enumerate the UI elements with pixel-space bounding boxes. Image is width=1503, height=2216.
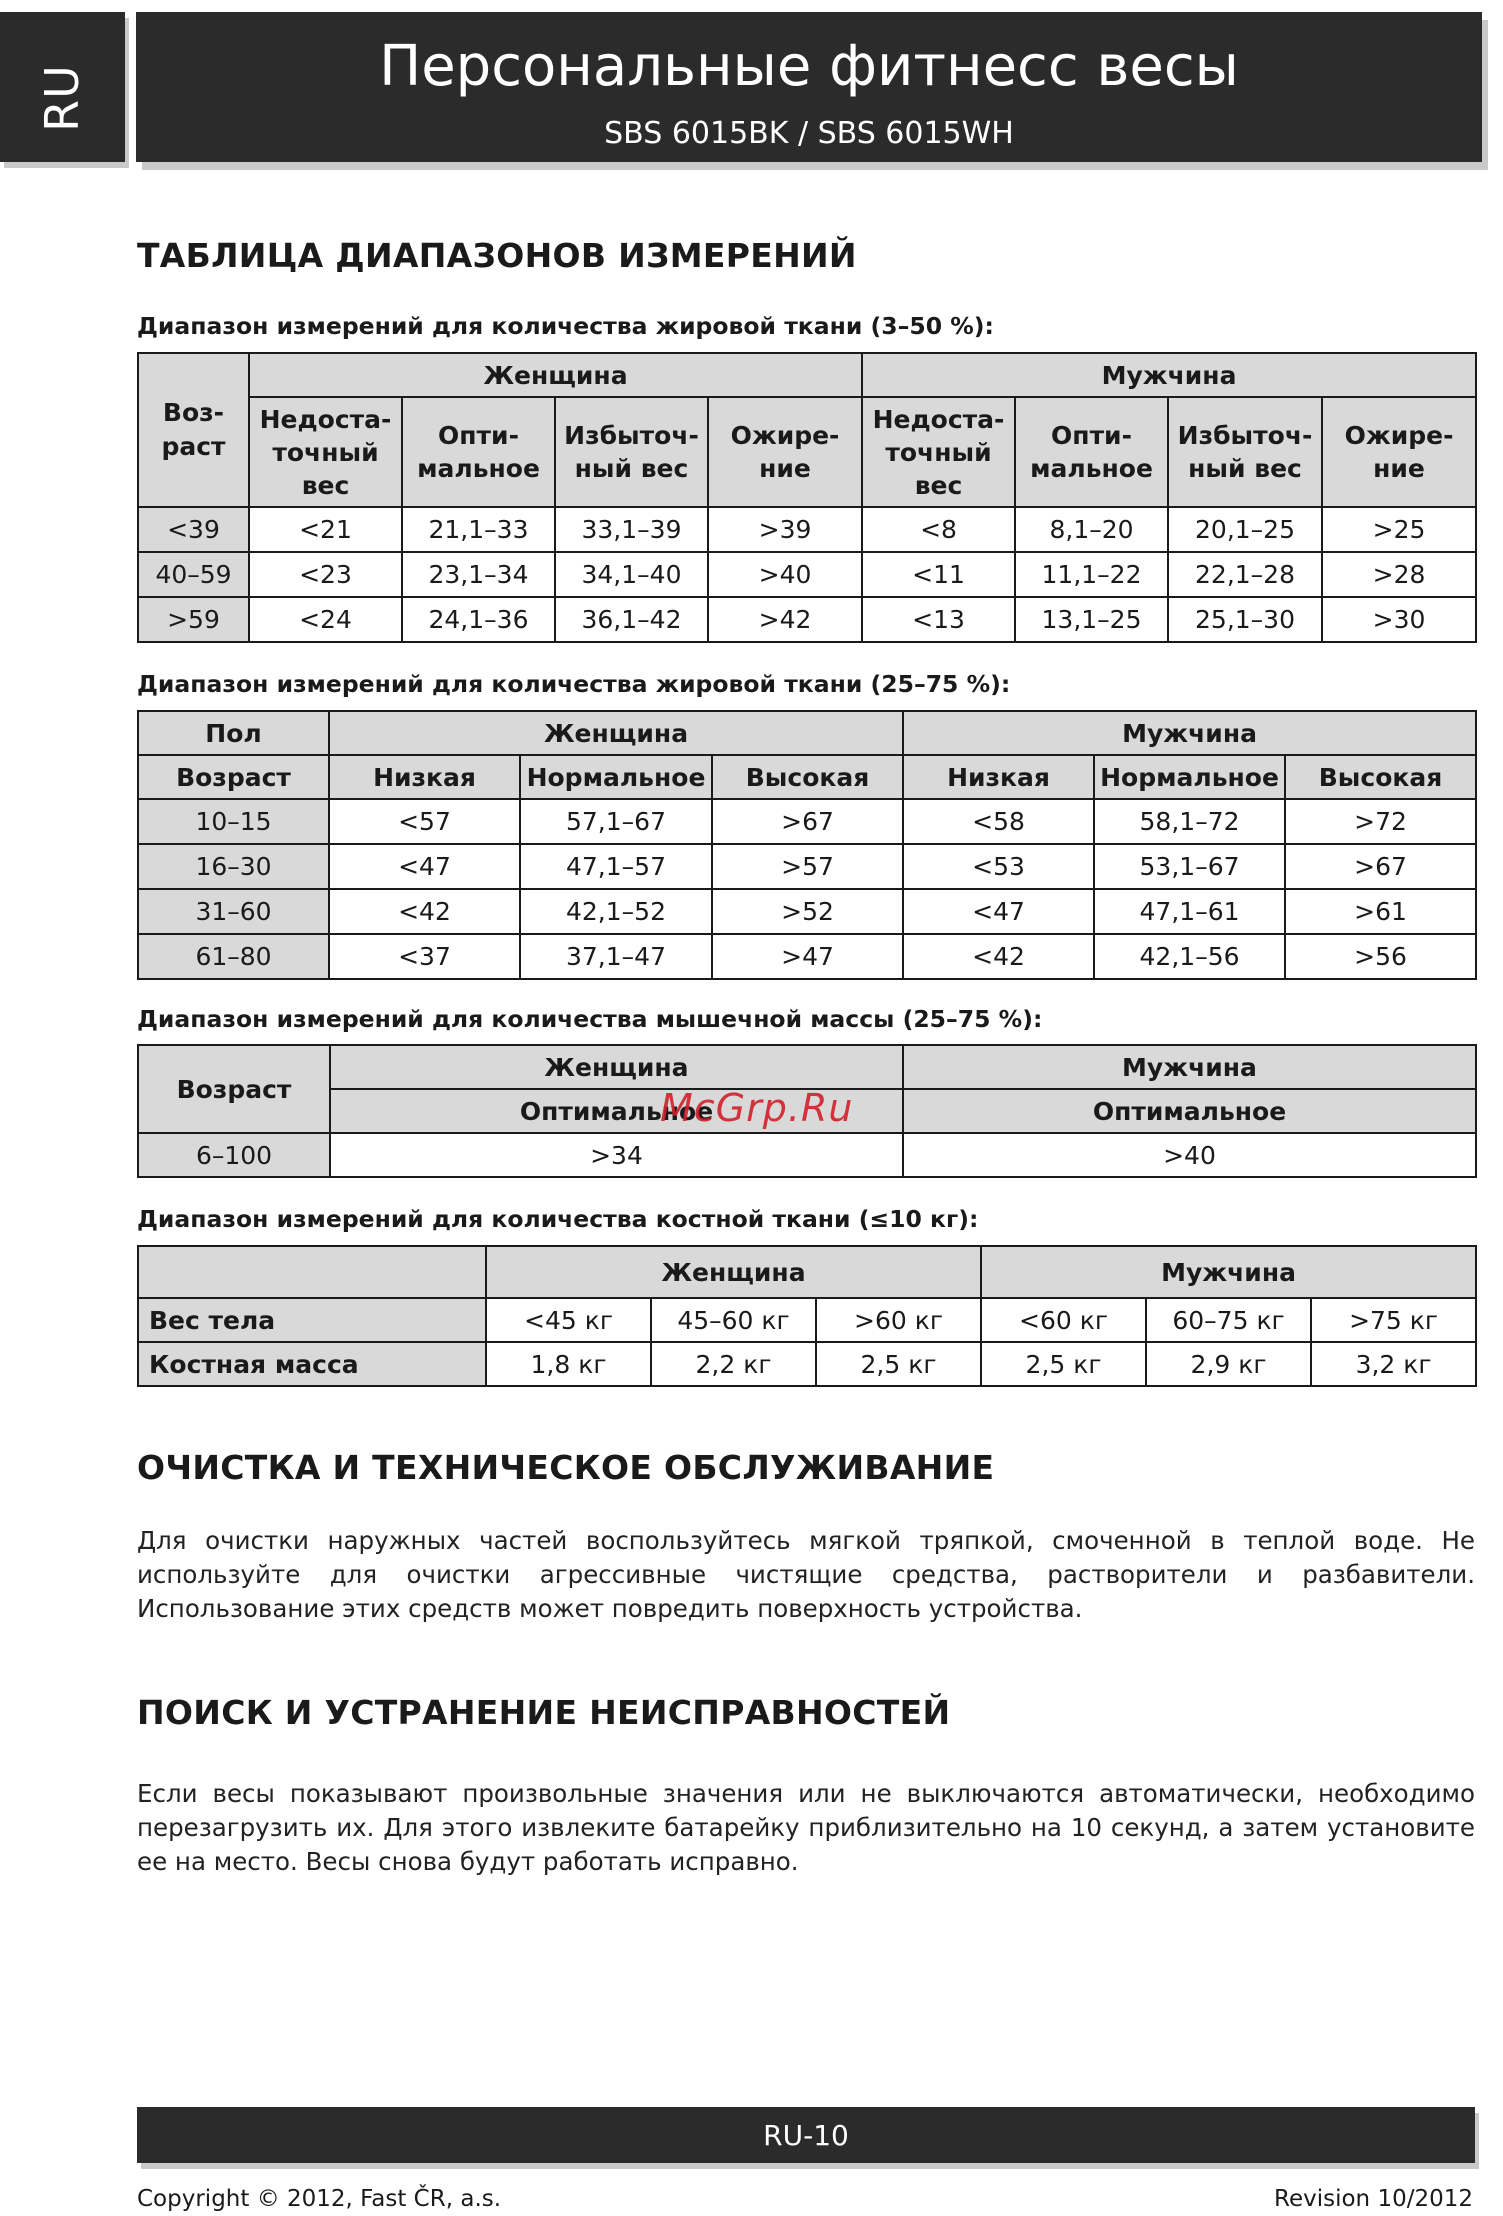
col-low: Низкая xyxy=(903,755,1094,799)
age-header: Воз- раст xyxy=(138,353,249,507)
table-cell: >40 xyxy=(708,552,862,597)
col-normal: Нормальное xyxy=(520,755,712,799)
women-header: Женщина xyxy=(329,711,903,755)
table-cell: 1,8 кг xyxy=(486,1342,651,1386)
table-cell: >30 xyxy=(1322,597,1476,642)
section-title-ranges: ТАБЛИЦА ДИАПАЗОНОВ ИЗМЕРЕНИЙ xyxy=(137,236,857,275)
table-cell: 25,1–30 xyxy=(1168,597,1322,642)
col-optimal: Опти- мальное xyxy=(402,397,555,507)
col-normal: Нормальное xyxy=(1094,755,1285,799)
table-cell: >28 xyxy=(1322,552,1476,597)
table-row xyxy=(138,799,1476,844)
table-cell: <53 xyxy=(903,844,1094,889)
men-header: Мужчина xyxy=(903,1045,1476,1089)
col-obesity: Ожире- ние xyxy=(1322,397,1476,507)
women-header: Женщина xyxy=(249,353,862,397)
table-cell: 2,9 кг xyxy=(1146,1342,1311,1386)
row-age: 6–100 xyxy=(138,1133,330,1177)
table-cell: 34,1–40 xyxy=(555,552,708,597)
row-age: 31–60 xyxy=(138,889,329,934)
table-row xyxy=(138,1298,1476,1342)
copyright: Copyright © 2012, Fast ČR, a.s. xyxy=(137,2186,502,2212)
table-row xyxy=(138,507,1476,552)
table-row xyxy=(138,1342,1476,1386)
table-cell: 47,1–61 xyxy=(1094,889,1285,934)
page-number: RU-10 xyxy=(763,2119,849,2152)
header-bar xyxy=(136,12,1482,162)
table-cell: 21,1–33 xyxy=(402,507,555,552)
section-title-cleaning: ОЧИСТКА И ТЕХНИЧЕСКОЕ ОБСЛУЖИВАНИЕ xyxy=(137,1448,995,1487)
table3-caption: Диапазон измерений для количества мышечной массы (25–75 %): xyxy=(137,1005,1043,1033)
col-high: Высокая xyxy=(712,755,903,799)
table-cell: >60 кг xyxy=(816,1298,981,1342)
revision: Revision 10/2012 xyxy=(1274,2186,1473,2212)
table-cell: 24,1–36 xyxy=(402,597,555,642)
table-row xyxy=(138,889,1476,934)
table-cell: >67 xyxy=(1285,844,1476,889)
table-cell: <21 xyxy=(249,507,402,552)
table-cell: <23 xyxy=(249,552,402,597)
sex-header: Пол xyxy=(138,711,329,755)
row-age: 61–80 xyxy=(138,934,329,979)
col-low: Низкая xyxy=(329,755,520,799)
table-cell: <57 xyxy=(329,799,520,844)
table-cell: 42,1–56 xyxy=(1094,934,1285,979)
table-cell: <11 xyxy=(862,552,1015,597)
table-cell: <47 xyxy=(329,844,520,889)
row-age: 40–59 xyxy=(138,552,249,597)
row-age: <39 xyxy=(138,507,249,552)
table-cell: >72 xyxy=(1285,799,1476,844)
table-cell: 2,2 кг xyxy=(651,1342,816,1386)
men-header: Мужчина xyxy=(903,711,1476,755)
table-cell: >47 xyxy=(712,934,903,979)
table-cell: 42,1–52 xyxy=(520,889,712,934)
fat-table-2 xyxy=(137,710,1477,980)
language-tab xyxy=(0,12,125,162)
footer-bar xyxy=(137,2107,1475,2163)
table-cell: 22,1–28 xyxy=(1168,552,1322,597)
blank-header xyxy=(138,1246,486,1298)
table-cell: <42 xyxy=(329,889,520,934)
table-cell: <42 xyxy=(903,934,1094,979)
cleaning-paragraph: Для очистки наружных частей воспользуйтесь мягкой тряпкой, смоченной в теплой воде. Не используйте для очистки агрессивные чистящие средства, растворители и разбавители. Использование этих средств может повредить поверхность устройства. xyxy=(137,1526,1475,1623)
women-header: Женщина xyxy=(330,1045,903,1089)
table-cell: 37,1–47 xyxy=(520,934,712,979)
bone-table xyxy=(137,1245,1477,1387)
table-cell: >52 xyxy=(712,889,903,934)
col-high: Высокая xyxy=(1285,755,1476,799)
bone-mass-label: Костная масса xyxy=(138,1342,486,1386)
section-title-troubleshooting: ПОИСК И УСТРАНЕНИЕ НЕИСПРАВНОСТЕЙ xyxy=(137,1693,951,1732)
table-row xyxy=(138,1133,1476,1177)
men-optimal-header: Оптимальное xyxy=(903,1089,1476,1133)
table-cell: 53,1–67 xyxy=(1094,844,1285,889)
table-cell: 58,1–72 xyxy=(1094,799,1285,844)
table-cell: >57 xyxy=(712,844,903,889)
table-cell: <45 кг xyxy=(486,1298,651,1342)
table-cell: <47 xyxy=(903,889,1094,934)
table-cell: 23,1–34 xyxy=(402,552,555,597)
table-row xyxy=(138,597,1476,642)
table-cell: >61 xyxy=(1285,889,1476,934)
troubleshooting-paragraph: Если весы показывают произвольные значения или не выключаются автоматически, необходимо перезагрузить их. Для этого извлеките батарейку приблизительно на 10 секунд, а затем установите ее на место. Весы снова будут работать исправно. xyxy=(137,1779,1475,1876)
row-age: >59 xyxy=(138,597,249,642)
table-cell: 2,5 кг xyxy=(816,1342,981,1386)
age-header: Возраст xyxy=(138,755,329,799)
col-overweight: Избыточ- ный вес xyxy=(1168,397,1322,507)
table-row xyxy=(138,552,1476,597)
body-weight-label: Вес тела xyxy=(138,1298,486,1342)
age-header: Возраст xyxy=(138,1045,330,1133)
table-cell: 2,5 кг xyxy=(981,1342,1146,1386)
table-cell: <24 xyxy=(249,597,402,642)
table-cell: 60–75 кг xyxy=(1146,1298,1311,1342)
women-optimal-header: Оптимальное xyxy=(330,1089,903,1133)
table-cell: 36,1–42 xyxy=(555,597,708,642)
table-cell: 20,1–25 xyxy=(1168,507,1322,552)
men-header: Мужчина xyxy=(981,1246,1476,1298)
row-age: 10–15 xyxy=(138,799,329,844)
table-cell: 11,1–22 xyxy=(1015,552,1168,597)
table-cell: 8,1–20 xyxy=(1015,507,1168,552)
col-underweight: Недоста- точный вес xyxy=(249,397,402,507)
table-cell: 57,1–67 xyxy=(520,799,712,844)
table-cell: >42 xyxy=(708,597,862,642)
fat-table-1 xyxy=(137,352,1477,643)
table-cell: 45–60 кг xyxy=(651,1298,816,1342)
table-row xyxy=(138,934,1476,979)
model-subtitle: SBS 6015BK / SBS 6015WH xyxy=(604,116,1014,151)
women-header: Женщина xyxy=(486,1246,981,1298)
table2-caption: Диапазон измерений для количества жировой ткани (25–75 %): xyxy=(137,670,1011,698)
table-cell: 13,1–25 xyxy=(1015,597,1168,642)
table-cell: <37 xyxy=(329,934,520,979)
table-cell: <8 xyxy=(862,507,1015,552)
col-underweight: Недоста- точный вес xyxy=(862,397,1015,507)
table-cell: >39 xyxy=(708,507,862,552)
table-cell: >40 xyxy=(903,1133,1476,1177)
table-row xyxy=(138,844,1476,889)
table-cell: >25 xyxy=(1322,507,1476,552)
col-obesity: Ожире- ние xyxy=(708,397,862,507)
table-cell: <13 xyxy=(862,597,1015,642)
row-age: 16–30 xyxy=(138,844,329,889)
table-cell: 33,1–39 xyxy=(555,507,708,552)
col-optimal: Опти- мальное xyxy=(1015,397,1168,507)
table-cell: 47,1–57 xyxy=(520,844,712,889)
table-cell: >67 xyxy=(712,799,903,844)
table4-caption: Диапазон измерений для количества костной ткани (≤10 кг): xyxy=(137,1205,979,1233)
page-title: Персональные фитнесс весы xyxy=(379,34,1239,99)
language-label: RU xyxy=(35,64,89,132)
table-cell: >34 xyxy=(330,1133,903,1177)
table-cell: >75 кг xyxy=(1311,1298,1476,1342)
watermark-text: McGrp.Ru xyxy=(660,1086,854,1130)
table-cell: >56 xyxy=(1285,934,1476,979)
table1-caption: Диапазон измерений для количества жировой ткани (3–50 %): xyxy=(137,312,994,340)
men-header: Мужчина xyxy=(862,353,1476,397)
table-cell: 3,2 кг xyxy=(1311,1342,1476,1386)
col-overweight: Избыточ- ный вес xyxy=(555,397,708,507)
table-cell: <58 xyxy=(903,799,1094,844)
table-cell: <60 кг xyxy=(981,1298,1146,1342)
